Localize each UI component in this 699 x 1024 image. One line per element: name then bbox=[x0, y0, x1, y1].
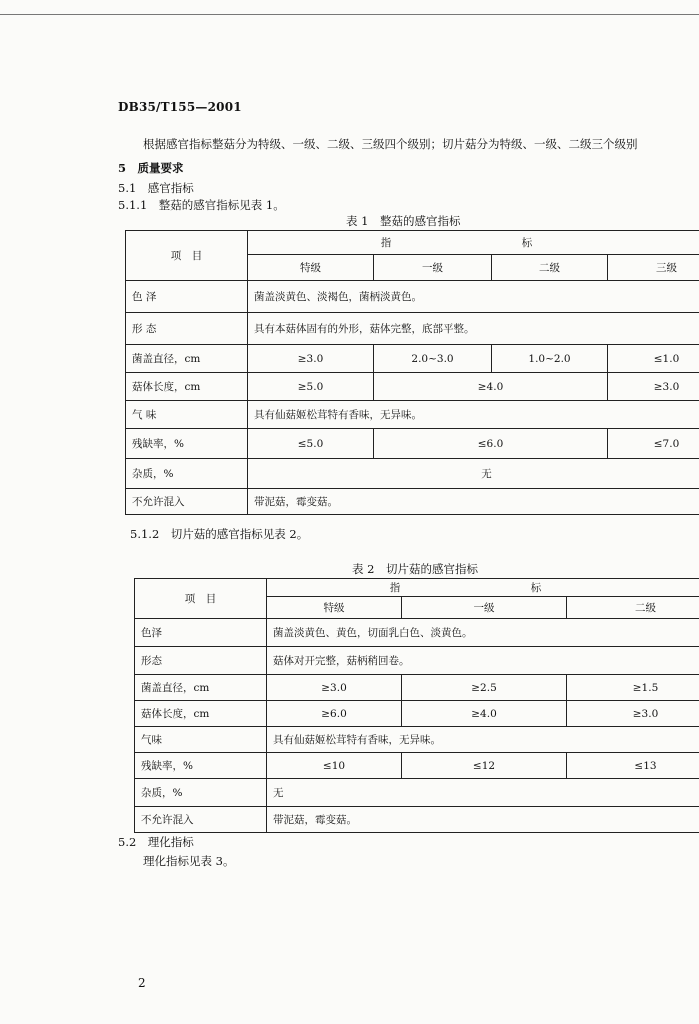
table2-row-stem-label: 菇体长度，cm bbox=[135, 701, 267, 727]
section-5-2-heading: 5.2 理化指标 bbox=[118, 835, 194, 849]
table1-cap-1: 2.0~3.0 bbox=[374, 345, 492, 373]
table2-row-forbidden-value: 带泥菇，霉变菇。 bbox=[267, 807, 699, 833]
table2-row-color-label: 色泽 bbox=[135, 619, 267, 647]
table2-grade-special: 特级 bbox=[267, 597, 402, 619]
table2-row-impurity-label: 杂质，% bbox=[135, 779, 267, 807]
table2-cap-1: ≥2.5 bbox=[402, 675, 567, 701]
table2-defect-special: ≤10 bbox=[267, 753, 402, 779]
intro-paragraph: 根据感官指标整菇分为特级、一级、二级、三级四个级别；切片菇分为特级、一级、二级三个级别 bbox=[143, 137, 638, 151]
table1-defect-1-2: ≤6.0 bbox=[374, 429, 608, 459]
table1-cap-special: ≥3.0 bbox=[248, 345, 374, 373]
table1-row-color-label: 色 泽 bbox=[126, 281, 248, 313]
table1-row-cap-label: 菌盖直径，cm bbox=[126, 345, 248, 373]
section-5-1-2-text: 5.1.2 切片菇的感官指标见表 2。 bbox=[130, 527, 309, 541]
table1-row-forbidden-value: 带泥菇，霉变菇。 bbox=[248, 489, 699, 515]
table2-stem-2: ≥3.0 bbox=[567, 701, 699, 727]
table2-row-smell-value: 具有仙菇姬松茸特有香味，无异味。 bbox=[267, 727, 699, 753]
section-5-1-heading: 5.1 感官指标 bbox=[118, 181, 194, 195]
table2-cap-2: ≥1.5 bbox=[567, 675, 699, 701]
table1-row-defect-label: 残缺率，% bbox=[126, 429, 248, 459]
table1-row-color-value: 菌盖淡黄色、淡褐色，菌柄淡黄色。 bbox=[248, 281, 699, 313]
table2-grade-2: 二级 bbox=[567, 597, 699, 619]
table1-stem-1-2: ≥4.0 bbox=[374, 373, 608, 401]
table1-cap-2: 1.0~2.0 bbox=[492, 345, 608, 373]
table1-row-forbidden-label: 不允许混入 bbox=[126, 489, 248, 515]
table2-cap-special: ≥3.0 bbox=[267, 675, 402, 701]
table1-caption: 表 1 整菇的感官指标 bbox=[346, 214, 461, 228]
table1-sensory-whole bbox=[125, 230, 699, 515]
table2-header-item: 项 目 bbox=[135, 579, 267, 619]
table2-grade-1: 一级 bbox=[402, 597, 567, 619]
table2-row-shape-label: 形态 bbox=[135, 647, 267, 675]
table1-stem-3: ≥3.0 bbox=[608, 373, 699, 401]
table1-grade-3: 三级 bbox=[608, 255, 699, 281]
section-5-heading: 5 质量要求 bbox=[118, 161, 184, 175]
standard-number: DB35/T155—2001 bbox=[118, 100, 242, 114]
table2-row-defect-label: 残缺率，% bbox=[135, 753, 267, 779]
table2-stem-special: ≥6.0 bbox=[267, 701, 402, 727]
table2-row-color-value: 菌盖淡黄色、黄色，切面乳白色、淡黄色。 bbox=[267, 619, 699, 647]
table1-row-impurity-value: 无 bbox=[248, 459, 699, 489]
table1-row-shape-label: 形 态 bbox=[126, 313, 248, 345]
table2-defect-1: ≤12 bbox=[402, 753, 567, 779]
page-top-rule bbox=[0, 14, 699, 15]
table1-defect-3: ≤7.0 bbox=[608, 429, 699, 459]
section-5-2-text: 理化指标见表 3。 bbox=[143, 854, 235, 868]
table2-caption: 表 2 切片菇的感官指标 bbox=[352, 562, 478, 576]
section-5-1-1-text: 5.1.1 整菇的感官指标见表 1。 bbox=[118, 198, 285, 212]
table2-header-index: 指 标 bbox=[267, 579, 699, 597]
table2-defect-2: ≤13 bbox=[567, 753, 699, 779]
table2-row-smell-label: 气味 bbox=[135, 727, 267, 753]
table2-row-impurity-value: 无 bbox=[267, 779, 699, 807]
table1-cap-3: ≤1.0 bbox=[608, 345, 699, 373]
table1-row-shape-value: 具有本菇体固有的外形，菇体完整，底部平整。 bbox=[248, 313, 699, 345]
table2-sensory-sliced bbox=[134, 578, 699, 833]
table1-stem-special: ≥5.0 bbox=[248, 373, 374, 401]
table2-row-shape-value: 菇体对开完整，菇柄稍回卷。 bbox=[267, 647, 699, 675]
table1-grade-2: 二级 bbox=[492, 255, 608, 281]
table1-row-smell-value: 具有仙菇姬松茸特有香味，无异味。 bbox=[248, 401, 699, 429]
table2-row-forbidden-label: 不允许混入 bbox=[135, 807, 267, 833]
table1-defect-special: ≤5.0 bbox=[248, 429, 374, 459]
table1-row-smell-label: 气 味 bbox=[126, 401, 248, 429]
table1-header-index: 指 标 bbox=[248, 231, 699, 255]
table2-row-cap-label: 菌盖直径，cm bbox=[135, 675, 267, 701]
page-number: 2 bbox=[138, 976, 146, 990]
table1-row-stem-label: 菇体长度，cm bbox=[126, 373, 248, 401]
table1-row-impurity-label: 杂质，% bbox=[126, 459, 248, 489]
table1-header-item: 项 目 bbox=[126, 231, 248, 281]
table2-stem-1: ≥4.0 bbox=[402, 701, 567, 727]
table1-grade-1: 一级 bbox=[374, 255, 492, 281]
table1-grade-special: 特级 bbox=[248, 255, 374, 281]
